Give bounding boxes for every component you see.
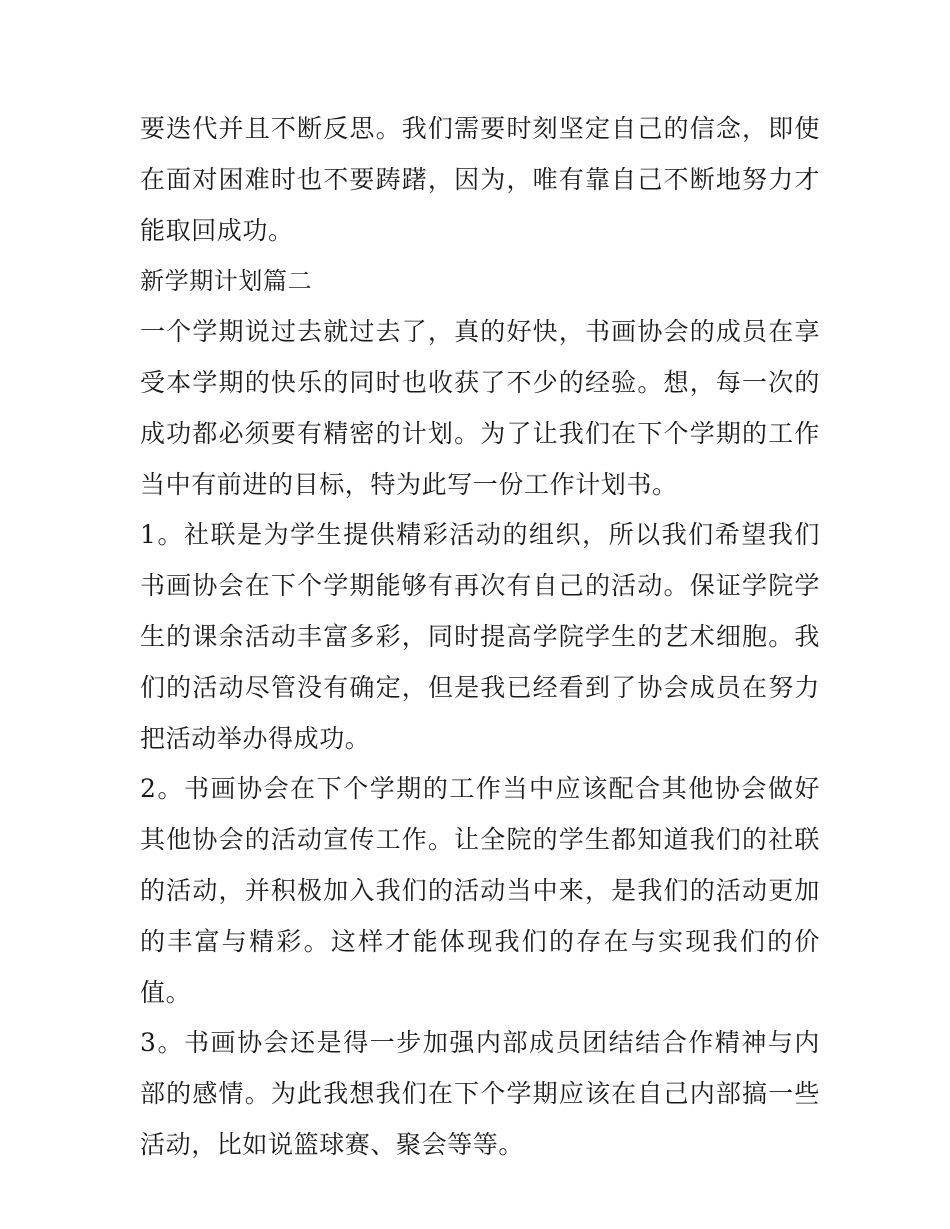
section-heading: 新学期计划篇二 — [140, 267, 313, 296]
paragraph-item-3: 3。书画协会还是得一步加强内部成员团结结合作精神与内部的感情。为此我想我们在下个学期应该在自己内部搞一些活动，比如说篮球赛、聚会等等。 — [140, 1028, 820, 1159]
paragraph-intro: 一个学期说过去就过去了，真的好快，书画协会的成员在享受本学期的快乐的同时也收获了不少的经验。想，每一次的成功都必须要有精密的计划。为了让我们在下个学期的工作当中有前进的目标，特为此写一份工作计划书。 — [140, 317, 820, 499]
paragraph-item-2: 2。书画协会在下个学期的工作当中应该配合其他协会做好其他协会的活动宣传工作。让全院的学生都知道我们的社联的活动，并积极加入我们的活动当中来，是我们的活动更加的丰富与精彩。这样才能体现我们的存在与实现我们的价值。 — [140, 774, 820, 1007]
paragraph-item-1: 1。社联是为学生提供精彩活动的组织，所以我们希望我们书画协会在下个学期能够有再次有自己的活动。保证学院学生的课余活动丰富多彩，同时提高学院学生的艺术细胞。我们的活动尽管没有确定，但是我已经看到了协会成员在努力把活动举办得成功。 — [140, 520, 820, 753]
document-body — [140, 104, 820, 1171]
paragraph-continuation: 要迭代并且不断反思。我们需要时刻坚定自己的信念，即使在面对困难时也不要踌躇，因为，唯有靠自己不断地努力才能取回成功。 — [140, 114, 820, 245]
